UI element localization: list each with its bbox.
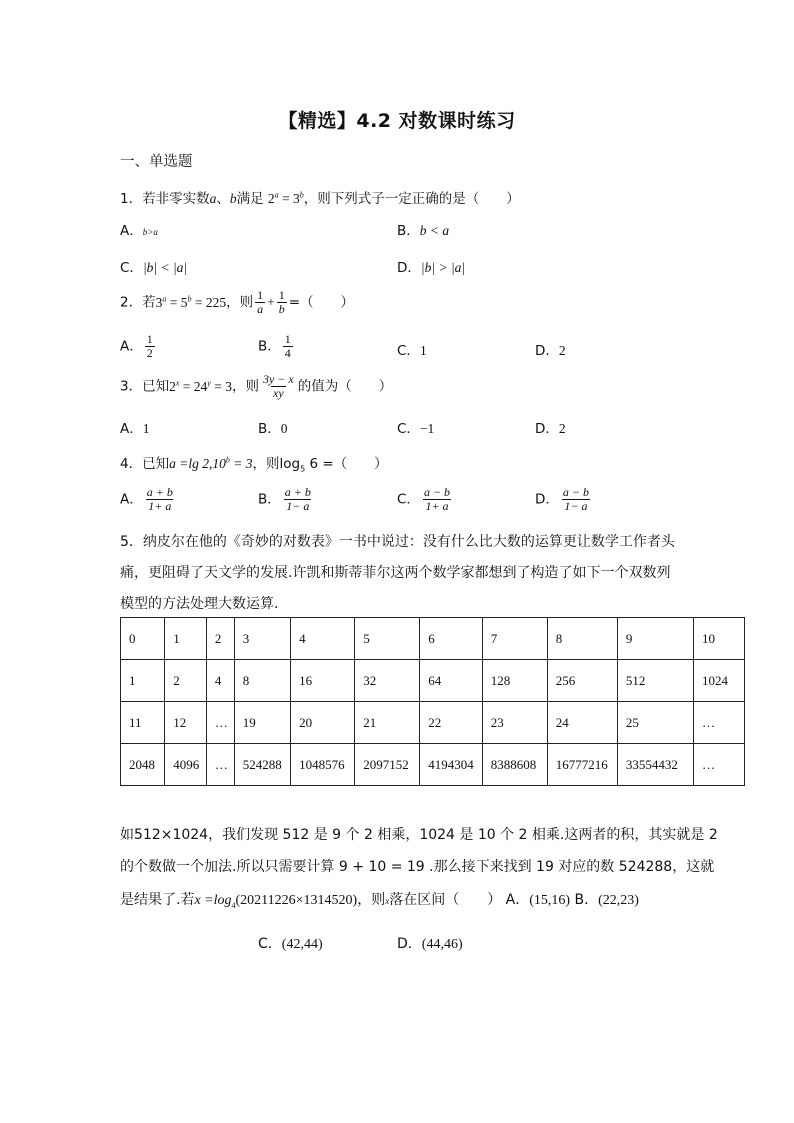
table-cell: 8388608 bbox=[482, 744, 547, 786]
q2-tail: =（ ） bbox=[288, 294, 355, 311]
q5-para-3 bbox=[120, 889, 639, 910]
section-heading: 一、单选题 bbox=[120, 154, 193, 170]
option-label: A． bbox=[120, 421, 143, 437]
q5-then: ，则 bbox=[357, 892, 386, 908]
table-cell: 25 bbox=[617, 702, 693, 744]
option-text: 1 bbox=[142, 421, 150, 436]
table-cell: 7 bbox=[482, 618, 547, 660]
table-cell: 24 bbox=[547, 702, 617, 744]
q1-lead: 1．若非零实数 bbox=[120, 191, 210, 207]
q4-exp-b: b bbox=[225, 455, 230, 465]
option-label: B． bbox=[258, 338, 281, 355]
table-cell: 22 bbox=[420, 702, 482, 744]
q2-eq-mid: = 5 bbox=[166, 294, 188, 310]
table-cell: 23 bbox=[482, 702, 547, 744]
table-cell: 0 bbox=[121, 618, 165, 660]
q5-option-a-text: (15,16) bbox=[529, 893, 571, 908]
denominator: b bbox=[278, 302, 285, 316]
table-cell: 6 bbox=[420, 618, 482, 660]
q2-lead: 2．若 bbox=[120, 294, 156, 311]
option-fraction bbox=[145, 486, 175, 513]
table-cell: 33554432 bbox=[617, 744, 693, 786]
option-label: D． bbox=[535, 421, 559, 437]
q2-fraction-2 bbox=[277, 289, 287, 316]
q5-log-arg: (20211226×1314520) bbox=[235, 893, 358, 908]
q1-option-d bbox=[397, 256, 465, 276]
q4-then: ，则log bbox=[252, 456, 301, 472]
table-cell: 1048576 bbox=[291, 744, 355, 786]
option-label: B． bbox=[258, 491, 281, 508]
q4-option-a bbox=[120, 486, 177, 513]
q3-option-c bbox=[397, 417, 434, 437]
table-cell: 16777216 bbox=[547, 744, 617, 786]
table-cell: 10 bbox=[693, 618, 744, 660]
question-4-stem bbox=[120, 452, 388, 474]
q1-eq-exp-a: a bbox=[274, 190, 279, 200]
option-text: −1 bbox=[419, 421, 435, 436]
denominator: xy bbox=[273, 386, 284, 400]
q3-option-b bbox=[258, 417, 288, 437]
q4-expr-end: = 3 bbox=[229, 456, 253, 471]
q3-tail: 的值为（ ） bbox=[297, 378, 393, 395]
q5-line-1: 5．纳皮尔在他的《奇妙的对数表》一书中说过：没有什么比大数的运算更让数学工作者头 bbox=[120, 534, 675, 550]
option-label: A． bbox=[120, 338, 143, 355]
q2-eq-base: 3 bbox=[155, 294, 163, 310]
option-text: 2 bbox=[558, 421, 566, 436]
q5-option-b-label: B． bbox=[574, 892, 599, 908]
q2-option-c bbox=[397, 339, 427, 359]
number-table bbox=[120, 617, 745, 786]
denominator: 1− a bbox=[564, 499, 588, 513]
table-cell: 256 bbox=[547, 660, 617, 702]
q3-eq-end: = 3 bbox=[210, 378, 232, 394]
option-label: D． bbox=[397, 260, 421, 276]
table-cell: … bbox=[693, 744, 744, 786]
option-label: C． bbox=[258, 936, 282, 952]
option-text: 0 bbox=[280, 421, 288, 436]
table-cell: 8 bbox=[234, 660, 290, 702]
q3-option-d bbox=[535, 417, 566, 437]
option-text: b>a bbox=[142, 227, 158, 237]
q1-eq-mid: = 3 bbox=[278, 191, 300, 206]
q1-sep: 、 bbox=[216, 191, 230, 207]
q2-plus: + bbox=[267, 294, 275, 310]
page-title: 【精选】4.2 对数课时练习 bbox=[278, 110, 516, 132]
option-label: B． bbox=[258, 421, 281, 437]
q2-option-a bbox=[120, 333, 157, 360]
q2-eq-end: = 225 bbox=[191, 294, 227, 310]
table-cell: 20 bbox=[291, 702, 355, 744]
q3-eq-base: 2 bbox=[169, 378, 176, 394]
table-body bbox=[121, 618, 745, 786]
numerator: 1 bbox=[278, 288, 285, 302]
table-cell: 2048 bbox=[121, 744, 165, 786]
table-cell: 9 bbox=[617, 618, 693, 660]
option-fraction bbox=[283, 333, 293, 360]
option-fraction bbox=[561, 486, 591, 513]
q5-tail: 落在区间（ ） bbox=[389, 892, 502, 908]
denominator: 1− a bbox=[286, 499, 310, 513]
table-cell: 512 bbox=[617, 660, 693, 702]
numerator: a − b bbox=[423, 485, 451, 499]
q5-log-base: 4 bbox=[231, 900, 236, 910]
q5-option-b-text: (22,23) bbox=[598, 893, 639, 908]
table-cell: 11 bbox=[121, 702, 165, 744]
q2-equation bbox=[156, 295, 227, 310]
q4-expression bbox=[169, 456, 252, 471]
q5-option-c bbox=[258, 933, 323, 953]
q4-option-b bbox=[258, 486, 315, 513]
option-fraction bbox=[145, 333, 155, 360]
q1-option-b bbox=[397, 219, 449, 239]
numerator: 1 bbox=[257, 288, 264, 302]
option-label: D． bbox=[535, 491, 559, 508]
table-cell: 2097152 bbox=[355, 744, 420, 786]
table-cell: 5 bbox=[355, 618, 420, 660]
question-3-stem bbox=[120, 373, 392, 400]
option-text: (44,46) bbox=[421, 937, 463, 952]
q3-eq-mid: = 24 bbox=[179, 378, 208, 394]
denominator: a bbox=[257, 302, 264, 316]
q3-option-a bbox=[120, 417, 150, 437]
q5-line-3: 模型的方法处理大数运算. bbox=[120, 596, 279, 612]
table-cell: 12 bbox=[165, 702, 207, 744]
numerator: 3y − x bbox=[262, 372, 294, 386]
q5-option-d bbox=[397, 933, 463, 953]
q3-fraction bbox=[261, 373, 296, 400]
q4-lead: 4．已知 bbox=[120, 456, 170, 472]
table-cell: 3 bbox=[234, 618, 290, 660]
option-fraction bbox=[283, 486, 313, 513]
table-row bbox=[121, 618, 745, 660]
q5-para-2: 的个数做一个加法.所以只需要计算 9 + 10 = 19 .那么接下来找到 19 对应的数 524288，这就 bbox=[120, 859, 715, 875]
q2-option-b bbox=[258, 333, 295, 360]
numerator: 1 bbox=[284, 332, 291, 346]
option-label: C． bbox=[397, 491, 420, 508]
q2-option-d bbox=[535, 339, 566, 359]
q5-line-2: 痛，更阻碍了天文学的发展.许凯和斯蒂菲尔这两个数学家都想到了构造了如下一个双数列 bbox=[120, 565, 671, 581]
q4-option-d bbox=[535, 486, 593, 513]
option-text: (42,44) bbox=[281, 937, 323, 952]
denominator: 1+ a bbox=[148, 499, 172, 513]
table-cell: 32 bbox=[355, 660, 420, 702]
table-row bbox=[121, 744, 745, 786]
option-label: C． bbox=[120, 260, 143, 276]
table-cell: 1 bbox=[165, 618, 207, 660]
table-cell: 19 bbox=[234, 702, 290, 744]
q5-var-x: x bbox=[385, 896, 390, 906]
option-text: |b| > |a| bbox=[420, 260, 466, 275]
option-label: D． bbox=[397, 936, 422, 952]
table-cell: 1 bbox=[121, 660, 165, 702]
q1-mid: 满足 bbox=[236, 191, 264, 207]
numerator: a + b bbox=[146, 485, 173, 499]
q1-option-a bbox=[120, 219, 158, 239]
option-label: C． bbox=[397, 343, 420, 359]
q2-exp-a: a bbox=[162, 294, 167, 303]
q4-log-base: 5 bbox=[300, 464, 306, 474]
table-cell: 16 bbox=[291, 660, 355, 702]
table-row bbox=[121, 660, 745, 702]
option-label: B． bbox=[397, 223, 420, 239]
q3-then: ，则 bbox=[231, 378, 259, 395]
denominator: 2 bbox=[146, 346, 153, 360]
q1-eq-exp-b: b bbox=[299, 190, 304, 200]
table-cell: 128 bbox=[482, 660, 547, 702]
table-cell: 2 bbox=[206, 618, 234, 660]
table-cell: 1024 bbox=[693, 660, 744, 702]
table-cell: 8 bbox=[547, 618, 617, 660]
option-text: 1 bbox=[419, 343, 427, 358]
q3-equation bbox=[169, 379, 232, 394]
denominator: 4 bbox=[284, 346, 291, 360]
q3-lead: 3．已知 bbox=[120, 378, 170, 395]
numerator: a + b bbox=[284, 485, 311, 499]
table-cell: 64 bbox=[420, 660, 482, 702]
q3-exp-y: y bbox=[207, 378, 211, 387]
option-text: 2 bbox=[558, 343, 566, 358]
denominator: 1+ a bbox=[425, 499, 449, 513]
numerator: a − b bbox=[562, 485, 590, 499]
q1-option-c bbox=[120, 256, 187, 276]
table-cell: 524288 bbox=[234, 744, 290, 786]
q3-exp-x: x bbox=[175, 378, 180, 387]
q1-var-a: a bbox=[209, 191, 217, 206]
option-text: b < a bbox=[419, 223, 450, 238]
q4-option-c bbox=[397, 486, 454, 513]
question-1-stem bbox=[120, 187, 520, 207]
option-label: A． bbox=[120, 491, 143, 508]
q5-para-1: 如512×1024，我们发现 512 是 9 个 2 相乘，1024 是 10 个 2 相乘.这两者的积，其实就是 2 bbox=[120, 827, 718, 843]
table-cell: 4096 bbox=[165, 744, 207, 786]
option-fraction bbox=[422, 486, 452, 513]
q5-option-a-label: A． bbox=[505, 892, 530, 908]
q1-eq-base: 2 bbox=[267, 191, 275, 206]
q1-equation bbox=[268, 191, 304, 206]
q2-fraction-1 bbox=[255, 289, 265, 316]
option-label: A． bbox=[120, 223, 143, 239]
q5-para-3-lead: 是结果了.若 bbox=[120, 892, 195, 908]
q1-tail: ，则下列式子一定正确的是（ ） bbox=[303, 191, 520, 207]
q2-exp-b: b bbox=[187, 294, 192, 303]
q2-then: ，则 bbox=[226, 294, 254, 311]
table-cell: 2 bbox=[165, 660, 207, 702]
table-cell: 4 bbox=[206, 660, 234, 702]
option-text: |b| < |a| bbox=[142, 260, 188, 275]
q1-var-b: b bbox=[229, 191, 237, 206]
q5-log-expr: x =log bbox=[194, 893, 232, 908]
table-row bbox=[121, 702, 745, 744]
table-cell: 21 bbox=[355, 702, 420, 744]
table-cell: … bbox=[206, 744, 234, 786]
question-2-stem bbox=[120, 289, 354, 316]
q4-expr: a =lg 2,10 bbox=[169, 456, 226, 471]
table-cell: 4194304 bbox=[420, 744, 482, 786]
table-cell: … bbox=[693, 702, 744, 744]
q4-tail: 6 =（ ） bbox=[305, 456, 388, 472]
numerator: 1 bbox=[146, 332, 153, 346]
table-cell: … bbox=[206, 702, 234, 744]
table-cell: 4 bbox=[291, 618, 355, 660]
option-label: C． bbox=[397, 421, 420, 437]
option-label: D． bbox=[535, 343, 559, 359]
